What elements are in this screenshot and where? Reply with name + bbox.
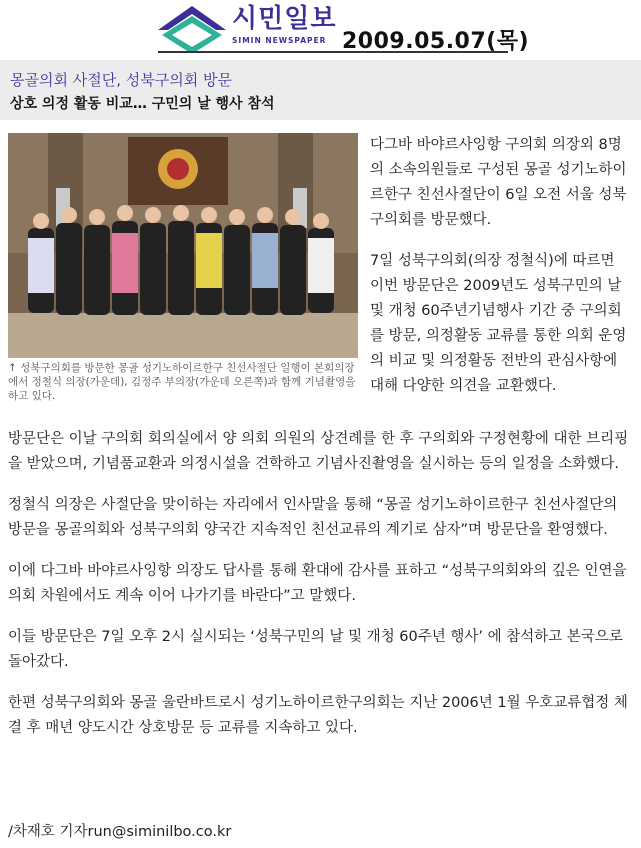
group-photo-illustration (8, 133, 358, 358)
body-paragraph: 이에 다그바 바야르사잉항 의장도 답사를 통해 환대에 감사를 표하고 “성북구의회와의 깊은 인연을 의회 차원에서도 계속 이어 나가기를 바란다”고 말했다. (8, 563, 627, 604)
article-headline: 몽골의회 사절단, 성북구의회 방문 (10, 71, 232, 89)
article-body (8, 427, 633, 757)
newspaper-name: 시민일보 (232, 4, 337, 34)
article-byline (8, 820, 231, 841)
article-subheadline: 상호 의정 활동 비교… 구민의 날 행사 참석 (10, 96, 275, 112)
article-side-column (370, 133, 632, 415)
body-paragraph: 이들 방문단은 7일 오후 2시 실시되는 ‘성북구민의 날 및 개청 60주년 행사’ 에 참석하고 본국으로 돌아갔다. (8, 629, 623, 670)
side-paragraph: 7일 성북구의회(의장 정철식)에 따르면 이번 방문단은 2009년도 성북구민의 날 및 개청 60주년기념행사 기간 중 구의회를 방문, 의정활동 교류를 통한 의회 운영의 비교 및 의정활동 전반의 관심사항에 대해 다양한 의견을 교환했다. (370, 253, 627, 394)
newspaper-subtitle: SIMIN NEWSPAPER (232, 36, 327, 45)
byline-email-link[interactable]: run@siminilbo.co.kr (87, 824, 232, 840)
body-paragraph: 방문단은 이날 구의회 회의실에서 양 의회 의원의 상견례를 한 후 구의회와 구정현황에 대한 브리핑을 받았으며, 기념품교환과 의정시설을 견학하고 기념사진촬영을 실시하는 등의 일정을 소화했다. (8, 431, 629, 472)
photo-caption: ↑ 성북구의회를 방문한 몽골 성기노하이르한구 친선사절단 일행이 본회의장에서 정철식 의장(가운데), 김정주 부의장(가운데 오른쪽)과 함께 기념촬영을 하고 있다. (8, 362, 356, 402)
article-photo (8, 133, 358, 358)
publication-date: 2009.05.07(목) (342, 29, 530, 54)
masthead (0, 0, 641, 58)
byline-name: /차재호 기자 (8, 824, 88, 840)
side-paragraph: 다그바 바야르사잉항 구의회 의장외 8명의 소속의원들로 구성된 몽골 성기노하이르한구 친선사절단이 6일 오전 서울 성북구의회를 방문했다. (370, 137, 627, 228)
body-paragraph: 한편 성북구의회와 몽골 울란바트로시 성기노하이르한구의회는 지난 2006년 1월 우호교류협정 체결 후 매년 양도시간 상호방문 등 교류를 지속하고 있다. (8, 695, 628, 736)
body-paragraph: 정철식 의장은 사절단을 맞이하는 자리에서 인사말을 통해 “몽골 성기노하이르한구 친선사절단의 방문을 몽골의회와 성북구의회 양국간 지속적인 친선교류의 계기로 삼자”며 방문단을 환영했다. (8, 497, 618, 538)
